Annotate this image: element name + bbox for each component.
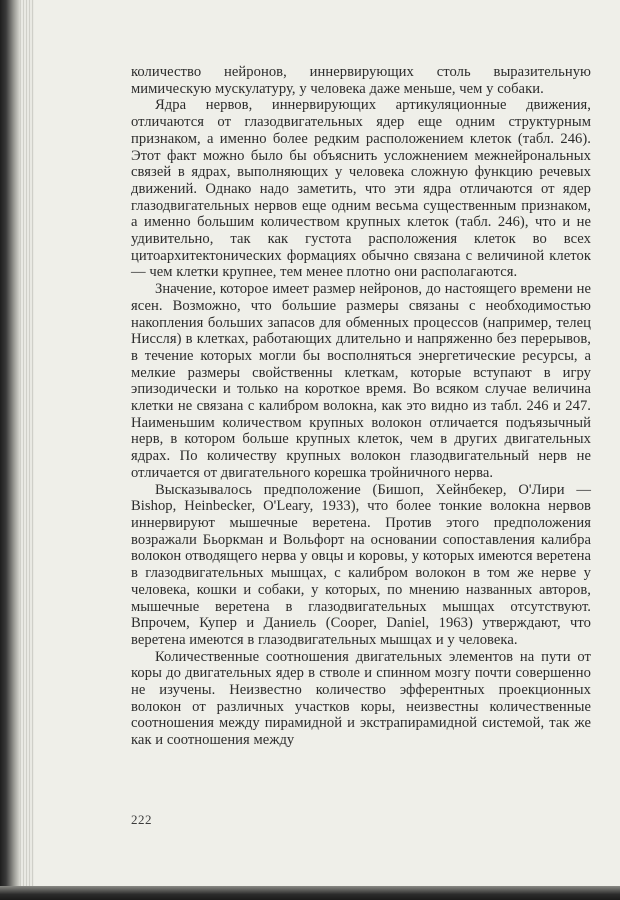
page-number: 222	[131, 812, 152, 827]
paragraph-quantitative-relations: Количественные соотношения двигательных элементов на пути от коры до двигательных ядер в стволе и спинном мозгу почти совершенно не изучены. Неизвестно количество эфферентных проекционных волокон от различных участков коры, неизвестны количественные соотношения между пирамидной и экстрапирамидной системой, так же как и соотношения между	[131, 648, 591, 749]
book-spine-shadow	[0, 0, 20, 900]
page-edge-stack	[20, 0, 34, 900]
page-bottom-shadow	[0, 886, 620, 900]
paragraph-muscle-spindles: Высказывалось предположение (Бишоп, Хейнбекер, О'Лири — Bishop, Heinbecker, O'Leary, 1933), что более тонкие волокна нервов иннервируют мышечные веретена. Против этого предположения возражали Бьоркман и Вольфорт на основании сопоставления калибра волокон отводящего нерва у овцы и коровы, у которых имеются веретена в глазодвигательных мышцах, с калибром волокон в том же нерве у человека, кошки и собаки, у которых, по мнению названных авторов, мышечные веретена в глазодвигательных мышцах отсутствуют. Впрочем, Купер и Даниель (Cooper, Daniel, 1963) утверждают, что веретена имеются в глазодвигательных мышцах и у человека.	[131, 481, 591, 648]
paragraph-articulation-nuclei: Ядра нервов, иннервирующих артикуляционные движения, отличаются от глазодвигательных ядер еще одним структурным признаком, а именно более редким расположением клеток (табл. 246). Этот факт можно было бы объяснить усложнением межнейрональных связей в ядрах, выполняющих у человека сложную функцию речевых движений. Однако надо заметить, что эти ядра отличаются от ядер глазодвигательных нервов еще одним весьма существенным признаком, а именно большим количеством крупных клеток (табл. 246), что и не удивительно, так как густота расположения клеток во всех цитоархитектонических формациях обычно связана с величиной клеток — чем клетки крупнее, тем менее плотно они располагаются.	[131, 97, 591, 281]
paragraph-neuron-size: Значение, которое имеет размер нейронов, до настоящего времени не ясен. Возможно, что большие размеры связаны с необходимостью накопления больших запасов для обменных процессов (например, телец Ниссля) в клетках, работающих длительно и напряженно без перерывов, в течение которых могли бы восполняться энергетические ресурсы, а мелкие размеры свойственны клеткам, которые вступают в игру эпизодически и только на короткое время. Во всяком случае величина клетки не связана с калибром волокна, как это видно из табл. 246 и 247. Наименьшим количеством крупных волокон отличается подъязычный нерв, в котором больше крупных клеток, чем в других двигательных ядрах. По количеству крупных волокон глазодвигательный нерв не отличается от двигательного корешка тройничного нерва.	[131, 281, 591, 481]
body-text	[131, 64, 591, 749]
paragraph-continuation: количество нейронов, иннервирующих столь выразительную мимическую мускулатуру, у человека даже меньше, чем у собаки.	[131, 64, 591, 97]
